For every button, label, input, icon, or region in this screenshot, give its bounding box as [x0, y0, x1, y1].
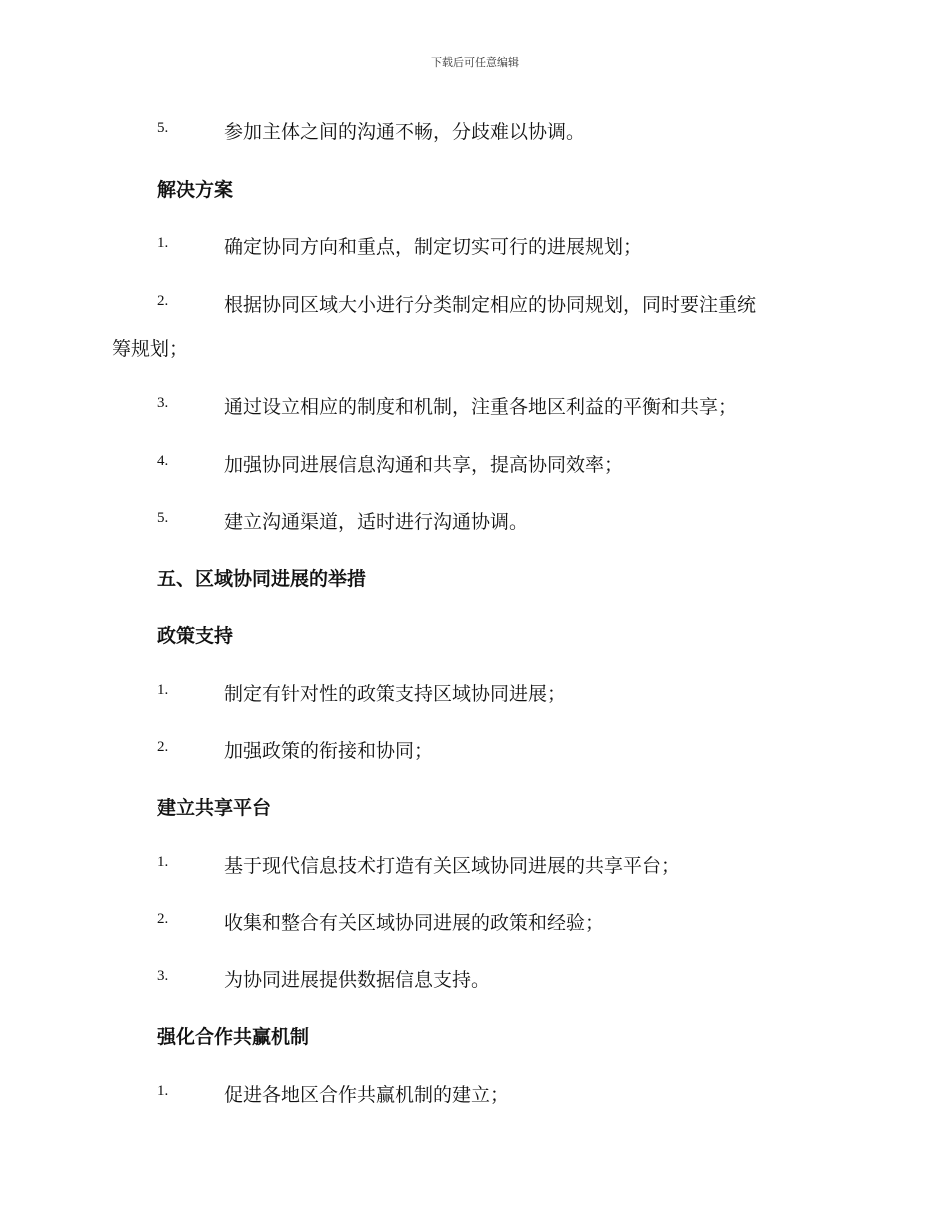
list-number: 2. [157, 293, 169, 309]
list-number: 3. [157, 968, 169, 984]
section-heading: 强化合作共赢机制 [157, 1026, 310, 1048]
list-item-text: 制定有针对性的政策支持区域协同进展； [224, 683, 567, 705]
list-number: 5. [157, 510, 169, 526]
section-heading: 政策支持 [157, 625, 234, 647]
list-item-text: 通过设立相应的制度和机制，注重各地区利益的平衡和共享； [224, 396, 738, 418]
page-header: 下载后可任意编辑 [431, 56, 519, 69]
list-item-text: 确定协同方向和重点，制定切实可行的进展规划； [224, 236, 643, 258]
section-heading: 五、区域协同进展的举措 [157, 568, 367, 590]
section-heading: 建立共享平台 [157, 797, 272, 819]
list-number: 1. [157, 682, 169, 698]
list-item-text: 收集和整合有关区域协同进展的政策和经验； [224, 912, 605, 934]
list-number: 4. [157, 453, 169, 469]
list-number: 2. [157, 911, 169, 927]
list-item-text: 建立沟通渠道，适时进行沟通协调。 [224, 511, 529, 533]
list-item-text: 促进各地区合作共赢机制的建立； [224, 1084, 510, 1106]
list-item-text: 参加主体之间的沟通不畅，分歧难以协调。 [224, 121, 586, 143]
list-item-continuation: 筹规划； [112, 338, 189, 360]
list-item-text: 为协同进展提供数据信息支持。 [224, 969, 491, 991]
list-item-text: 加强协同进展信息沟通和共享，提高协同效率； [224, 454, 624, 476]
list-number: 1. [157, 854, 169, 870]
list-item-text: 根据协同区域大小进行分类制定相应的协同规划，同时要注重统 [224, 294, 757, 316]
list-number: 5. [157, 120, 169, 136]
list-number: 1. [157, 235, 169, 251]
list-item-text: 加强政策的衔接和协同； [224, 740, 434, 762]
section-heading: 解决方案 [157, 179, 234, 201]
list-number: 3. [157, 395, 169, 411]
list-number: 2. [157, 739, 169, 755]
list-number: 1. [157, 1083, 169, 1099]
list-item-text: 基于现代信息技术打造有关区域协同进展的共享平台； [224, 855, 681, 877]
